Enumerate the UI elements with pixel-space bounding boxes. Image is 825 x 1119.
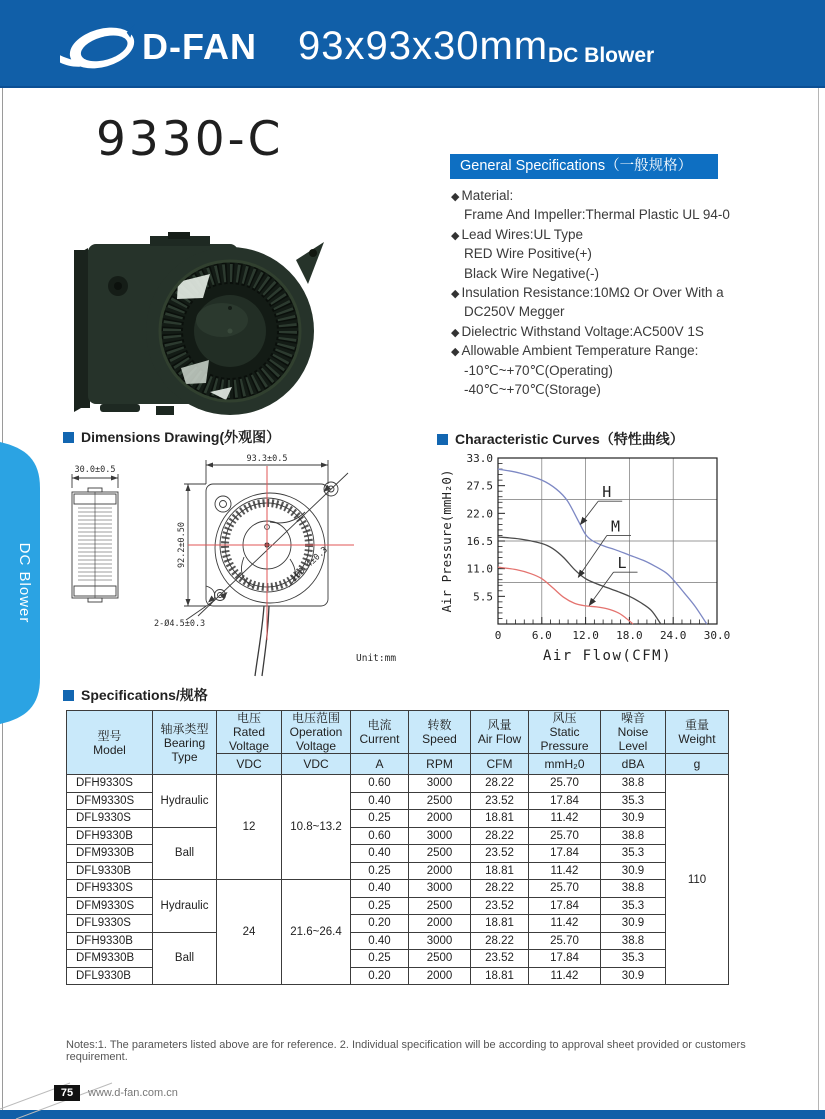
table-cell: 2500	[409, 845, 471, 863]
table-cell: Ball	[153, 932, 217, 985]
product-type-label: DC Blower	[548, 44, 655, 67]
column-unit: VDC	[282, 754, 351, 775]
tick-label-y: 33.0	[466, 452, 493, 465]
table-cell: 0.40	[351, 845, 409, 863]
spec-line-text: Dielectric Withstand Voltage:AC500V 1S	[461, 323, 704, 339]
table-cell: 10.8~13.2	[282, 775, 351, 880]
column-header: 型号 Model	[67, 711, 153, 775]
table-cell: DFH9330S	[67, 775, 153, 793]
section-bullet-icon	[63, 432, 74, 443]
spec-line-text: RED Wire Positive(+)	[464, 246, 592, 262]
model-title: 9330-C	[96, 112, 284, 167]
table-cell: 0.40	[351, 880, 409, 898]
spec-line	[451, 205, 816, 224]
table-cell: 24	[217, 880, 282, 985]
spec-line	[451, 361, 816, 380]
table-cell: 18.81	[471, 915, 529, 933]
tick-label-x: 30.0	[703, 629, 731, 642]
table-cell: 2000	[409, 862, 471, 880]
spec-line-text: -40℃~+70℃(Storage)	[464, 381, 601, 397]
x-axis-title: Air Flow(CFM)	[542, 648, 673, 664]
table-cell: DFH9330B	[67, 932, 153, 950]
table-cell: DFM9330B	[67, 950, 153, 968]
table-cell: 38.8	[601, 775, 666, 793]
table-cell: 18.81	[471, 862, 529, 880]
column-header: 电压 Rated Voltage	[217, 711, 282, 754]
general-specs-header: General Specifications（一般规格）	[450, 154, 718, 179]
section-bullet-icon	[437, 434, 448, 445]
table-cell: 23.52	[471, 897, 529, 915]
dimensions-drawing	[58, 448, 436, 683]
column-header: 电流 Current	[351, 711, 409, 754]
table-cell: 25.70	[529, 932, 601, 950]
table-cell: DFL9330S	[67, 810, 153, 828]
column-unit: RPM	[409, 754, 471, 775]
table-cell: 17.84	[529, 950, 601, 968]
table-cell: 0.25	[351, 862, 409, 880]
page-title: 93x93x30mm	[298, 24, 549, 68]
table-cell: 21.6~26.4	[282, 880, 351, 985]
spec-line	[451, 322, 816, 341]
table-cell: 11.42	[529, 915, 601, 933]
dimensions-heading	[63, 427, 280, 447]
dim-width-label: 93.3±0.5	[246, 454, 288, 464]
table-cell: 30.9	[601, 915, 666, 933]
table-cell: 28.22	[471, 827, 529, 845]
diamond-bullet-icon: ◆	[451, 346, 460, 359]
column-header: 电压范围 Operation Voltage	[282, 711, 351, 754]
spec-line	[451, 186, 816, 205]
column-header: 风量 Air Flow	[471, 711, 529, 754]
table-cell: 38.8	[601, 880, 666, 898]
spec-line-text: DC250V Megger	[464, 304, 565, 320]
table-cell: 2500	[409, 897, 471, 915]
unit-label: Unit:mm	[356, 653, 397, 664]
tick-label-y: 11.0	[466, 562, 493, 576]
table-cell: 2500	[409, 792, 471, 810]
table-cell: 3000	[409, 932, 471, 950]
notes-text: Notes:1. The parameters listed above are for reference. 2. Individual specification will be according to approval sheet provided or customers requirement.	[66, 1039, 746, 1063]
section-bullet-icon	[63, 690, 74, 701]
table-cell: 2500	[409, 950, 471, 968]
spec-table-heading	[63, 685, 208, 705]
tick-label-x: 24.0	[659, 629, 687, 642]
table-cell: 0.20	[351, 915, 409, 933]
table-cell: 23.52	[471, 950, 529, 968]
website-text: www.d-fan.com.cn	[88, 1087, 178, 1099]
table-cell: 35.3	[601, 897, 666, 915]
table-cell: Hydraulic	[153, 775, 217, 828]
column-unit: g	[666, 754, 729, 775]
table-cell: 3000	[409, 880, 471, 898]
side-tab	[0, 442, 46, 724]
table-cell: 30.9	[601, 967, 666, 985]
tick-label-y: 27.5	[466, 479, 493, 493]
column-unit: mmH₂0	[529, 754, 601, 775]
table-cell: 38.8	[601, 827, 666, 845]
spec-line-text: Material:	[461, 188, 514, 203]
diamond-bullet-icon: ◆	[451, 326, 460, 339]
table-body	[67, 775, 729, 985]
dim-holes-label: 2-Ø4.5±0.3	[154, 619, 206, 629]
tick-label-x: 0	[494, 629, 502, 642]
dfan-logo-icon	[60, 22, 140, 70]
column-unit: CFM	[471, 754, 529, 775]
spec-line	[451, 341, 816, 360]
column-header: 噪音 Noise Level	[601, 711, 666, 754]
curve-label-M: M	[610, 517, 620, 536]
curve-L	[498, 567, 633, 624]
table-row	[67, 827, 729, 845]
table-cell: 28.22	[471, 775, 529, 793]
table-row	[67, 932, 729, 950]
table-cell: 11.42	[529, 810, 601, 828]
dimensions-heading-label: Dimensions Drawing(外观图）	[81, 429, 281, 445]
table-cell: 28.22	[471, 880, 529, 898]
table-row	[67, 880, 729, 898]
table-cell: DFL9330B	[67, 967, 153, 985]
top-banner	[0, 0, 825, 88]
side-tab-label: DC Blower	[16, 542, 33, 624]
curve-M	[498, 537, 661, 624]
table-cell: 11.42	[529, 862, 601, 880]
page-number-badge: 75	[54, 1085, 80, 1101]
table-cell: 2000	[409, 810, 471, 828]
table-cell: 23.52	[471, 845, 529, 863]
table-cell: 23.52	[471, 792, 529, 810]
table-cell: 30.9	[601, 862, 666, 880]
dim-height-label: 92.2±0.50	[177, 521, 187, 569]
column-header: 轴承类型 Bearing Type	[153, 711, 217, 775]
column-header: 转数 Speed	[409, 711, 471, 754]
spec-line-text: -10℃~+70℃(Operating)	[464, 362, 613, 378]
table-cell: 3000	[409, 827, 471, 845]
diamond-bullet-icon: ◆	[451, 229, 460, 242]
dim-depth-label: 30.0±0.5	[74, 465, 116, 475]
tick-label-y: 5.5	[473, 590, 493, 604]
table-cell: 0.40	[351, 932, 409, 950]
table-cell: 28.22	[471, 932, 529, 950]
table-cell: DFH9330B	[67, 827, 153, 845]
diamond-bullet-icon: ◆	[451, 191, 460, 203]
table-cell: 0.25	[351, 950, 409, 968]
tick-label-x: 6.0	[531, 629, 552, 642]
table-cell: 17.84	[529, 897, 601, 915]
table-cell: 38.8	[601, 932, 666, 950]
table-cell: 30.9	[601, 810, 666, 828]
spec-line-text: Allowable Ambient Temperature Range:	[461, 343, 699, 359]
table-cell: 0.60	[351, 775, 409, 793]
table-cell: DFH9330S	[67, 880, 153, 898]
table-cell: 110	[666, 775, 729, 985]
specifications-table	[66, 710, 729, 985]
table-cell: 17.84	[529, 792, 601, 810]
column-header: 重量 Weight	[666, 711, 729, 754]
table-row	[67, 775, 729, 793]
table-cell: 12	[217, 775, 282, 880]
spec-line	[451, 283, 816, 302]
general-specs-list	[451, 186, 816, 399]
curves-plot	[437, 446, 825, 681]
diamond-bullet-icon: ◆	[451, 287, 460, 300]
table-cell: 18.81	[471, 810, 529, 828]
tick-label-x: 12.0	[572, 629, 599, 642]
curve-label-L: L	[617, 554, 627, 573]
table-cell: 2000	[409, 967, 471, 985]
spec-table-heading-label: Specifications/规格	[81, 687, 208, 703]
column-unit: VDC	[217, 754, 282, 775]
table-cell: 3000	[409, 775, 471, 793]
column-unit: dBA	[601, 754, 666, 775]
curves-heading-label: Characteristic Curves（特性曲线）	[455, 431, 684, 447]
table-cell: DFM9330S	[67, 792, 153, 810]
column-unit: A	[351, 754, 409, 775]
brand-name: D-FAN	[142, 26, 257, 67]
table-head	[67, 711, 729, 775]
table-cell: Ball	[153, 827, 217, 880]
table-cell: 0.60	[351, 827, 409, 845]
table-cell: 35.3	[601, 792, 666, 810]
tick-label-x: 18.0	[616, 629, 643, 642]
table-cell: 17.84	[529, 845, 601, 863]
table-cell: Hydraulic	[153, 880, 217, 933]
table-cell: 35.3	[601, 845, 666, 863]
spec-line-text: Frame And Impeller:Thermal Plastic UL 94-0	[464, 207, 730, 223]
tick-label-y: 22.0	[466, 507, 493, 521]
table-cell: 0.25	[351, 810, 409, 828]
curve-label-H: H	[602, 483, 612, 502]
table-cell: 25.70	[529, 827, 601, 845]
curve-label-leader	[580, 501, 598, 524]
table-cell: 0.25	[351, 897, 409, 915]
table-cell: 0.40	[351, 792, 409, 810]
table-cell: DFM9330S	[67, 897, 153, 915]
tick-label-y: 16.5	[466, 535, 493, 548]
table-cell: 35.3	[601, 950, 666, 968]
table-cell: 11.42	[529, 967, 601, 985]
table-cell: 25.70	[529, 880, 601, 898]
table-cell: 25.70	[529, 775, 601, 793]
table-cell: 18.81	[471, 967, 529, 985]
spec-line	[451, 264, 816, 283]
product-photo	[60, 186, 335, 418]
table-cell: DFM9330B	[67, 845, 153, 863]
spec-line	[451, 380, 816, 399]
table-cell: DFL9330S	[67, 915, 153, 933]
spec-line	[451, 302, 816, 321]
table-cell: DFL9330B	[67, 862, 153, 880]
spec-line-text: Black Wire Negative(-)	[464, 265, 600, 281]
spec-line	[451, 225, 816, 244]
spec-line-text: Insulation Resistance:10MΩ Or Over With a	[461, 284, 724, 300]
table-cell: 0.20	[351, 967, 409, 985]
spec-line	[451, 244, 816, 263]
column-header: 风压 Static Pressure	[529, 711, 601, 754]
y-axis-title: Air Pressure(mmH₂0)	[439, 469, 454, 613]
table-cell: 2000	[409, 915, 471, 933]
spec-line-text: Lead Wires:UL Type	[461, 226, 584, 242]
dim-diagonal-label: 100.4±0.3	[289, 545, 330, 584]
curve-label-leader	[578, 535, 607, 577]
